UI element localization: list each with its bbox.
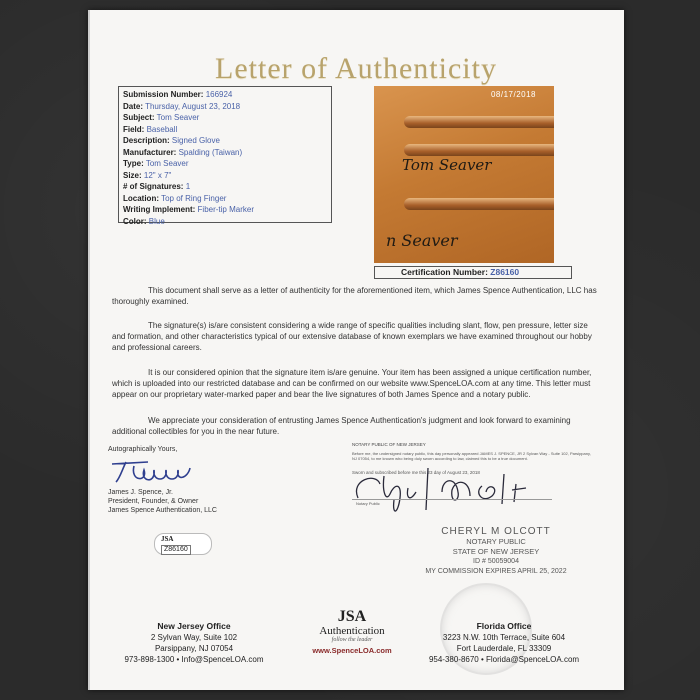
closing-line: Autographically Yours, <box>108 446 178 453</box>
paragraph-opinion: It is our considered opinion that the signature item is/are genuine. Your item has been assigned a unique certification number, which is uploaded into our restricted database and can be confirmed on our website www.SpenceLOA.com at any time. This letter must appear on our proprietary water-marked paper and bear the live signatures of both James Spence and a notary public. <box>112 368 592 399</box>
detail-key: Location: <box>123 193 159 203</box>
detail-key: Subject: <box>123 113 155 122</box>
detail-key: Field: <box>123 124 145 134</box>
notary-signature-line <box>352 499 552 500</box>
notary-signature <box>346 458 606 518</box>
sticker-number: Z86160 <box>161 545 191 555</box>
website-link: www.SpenceLOA.com <box>312 646 392 655</box>
certification-number: Z86160 <box>490 267 520 277</box>
glove-signature-bottom: n Seaver <box>386 231 458 250</box>
signer-info <box>108 488 217 515</box>
detail-key: # of Signatures: <box>123 182 184 191</box>
paragraph-thanks: We appreciate your consideration of entrusting James Spence Authentication's judgment and look forward to examining additional collectibles for you in the near future. <box>112 416 571 436</box>
detail-key: Color: <box>123 216 147 226</box>
detail-value: Signed Glove <box>171 136 220 145</box>
sticker-logo: JSA <box>161 535 174 543</box>
letter-sheet <box>88 10 624 690</box>
detail-row-description <box>123 135 327 147</box>
office-address-line: 2 Sylvan Way, Suite 102 <box>150 633 238 642</box>
detail-row-color <box>123 216 327 228</box>
detail-key: Writing Implement: <box>123 205 196 214</box>
glove-signature-top: Tom Seaver <box>402 156 492 174</box>
detail-value: 166924 <box>205 90 233 99</box>
signer-company: James Spence Authentication, LLC <box>108 507 217 514</box>
seal-expiry: MY COMMISSION EXPIRES APRIL 25, 2022 <box>425 568 567 575</box>
detail-key: Size: <box>123 170 142 180</box>
certification-number-box <box>374 266 572 279</box>
detail-row-manufacturer <box>123 147 327 159</box>
detail-value: Tom Seaver <box>156 113 200 122</box>
detail-value: Fiber-tip Marker <box>197 205 254 214</box>
seal-name: CHERYL M OLCOTT <box>441 526 551 537</box>
detail-value: Thursday, August 23, 2018 <box>145 101 241 111</box>
office-address-line: Fort Lauderdale, FL 33309 <box>456 644 552 653</box>
paper-edge <box>88 10 90 690</box>
detail-row-submission <box>123 89 327 101</box>
detail-key: Manufacturer: <box>123 147 177 157</box>
detail-value: Tom Seaver <box>145 159 189 168</box>
glove-lace <box>404 116 554 128</box>
office-heading: New Jersey Office <box>157 621 231 631</box>
notary-header: NOTARY PUBLIC OF NEW JERSEY <box>352 442 426 447</box>
notary-public-label: Notary Public <box>356 501 380 506</box>
detail-key: Type: <box>123 159 144 168</box>
office-contact: 954-380-8670 • Florida@SpenceLOA.com <box>428 655 580 664</box>
office-new-jersey <box>114 621 274 665</box>
signer-name: James J. Spence, Jr. <box>108 489 173 496</box>
seal-title: NOTARY PUBLIC <box>466 537 526 546</box>
detail-value: Blue <box>148 216 165 226</box>
seal-state: STATE OF NEW JERSEY <box>452 547 540 556</box>
notary-statement: Before me, the undersigned notary public, this day personally appeared JAMES J. SPENCE, JR 2 Sylvan Way - Suite 102, Parsippany, NJ 07054, to me known who being duly sworn according to law, claimed this to be a true document. <box>352 451 591 461</box>
notary-seal-stamp <box>406 526 586 577</box>
glove-lace <box>404 144 554 156</box>
glove-photo <box>374 86 554 263</box>
jsa-hologram-sticker <box>154 533 212 555</box>
jsa-footer-logo <box>292 609 412 673</box>
detail-row-date <box>123 101 327 113</box>
logo-jsa: JSA <box>337 608 367 625</box>
detail-value: Spalding (Taiwan) <box>178 147 243 157</box>
detail-row-implement <box>123 204 327 216</box>
notary-sworn-line: Sworn and subscribed before me this 23 day of August 23, 2018 <box>352 470 480 475</box>
office-florida <box>424 621 584 665</box>
office-address-line: 3223 N.W. 10th Terrace, Suite 604 <box>442 633 566 642</box>
detail-row-size <box>123 170 327 182</box>
detail-row-signatures <box>123 181 327 193</box>
detail-value: Top of Ring Finger <box>161 193 227 203</box>
photo-date-stamp: 08/17/2018 <box>490 90 536 99</box>
paragraph-examination: The signature(s) is/are consistent considering a wide range of specific qualities including slant, flow, pen pressure, letter size and formation, and other characteristics typical of our extensive database of known exemplars we have examined throughout our hobby and professional careers. <box>112 321 592 352</box>
detail-value: Baseball <box>146 124 178 134</box>
seal-id: ID # 50059004 <box>473 558 519 565</box>
page-title: Letter of Authenticity <box>215 52 497 85</box>
detail-key: Description: <box>123 136 170 145</box>
office-contact: 973-898-1300 • Info@SpenceLOA.com <box>124 655 264 664</box>
glove-lace <box>404 198 554 210</box>
logo-authentication: Authentication <box>319 625 385 637</box>
james-spence-signature <box>108 456 192 486</box>
detail-row-field <box>123 124 327 136</box>
logo-tagline: follow the leader <box>331 637 373 643</box>
detail-key: Date: <box>123 101 144 111</box>
detail-row-subject <box>123 112 327 124</box>
detail-value: 1 <box>185 182 191 191</box>
office-address-line: Parsippany, NJ 07054 <box>154 644 234 653</box>
signer-title: President, Founder, & Owner <box>108 498 199 505</box>
office-heading: Florida Office <box>476 621 532 631</box>
detail-row-location <box>123 193 327 205</box>
detail-value: 12" x 7" <box>143 170 172 180</box>
item-details-box <box>118 86 332 226</box>
paragraph-intro: This document shall serve as a letter of authenticity for the aforementioned item, which James Spence Authentication, LLC has thoroughly examined. <box>112 286 597 306</box>
certification-label: Certification Number: <box>401 267 488 277</box>
detail-row-type <box>123 158 327 170</box>
detail-key: Submission Number: <box>123 90 204 99</box>
